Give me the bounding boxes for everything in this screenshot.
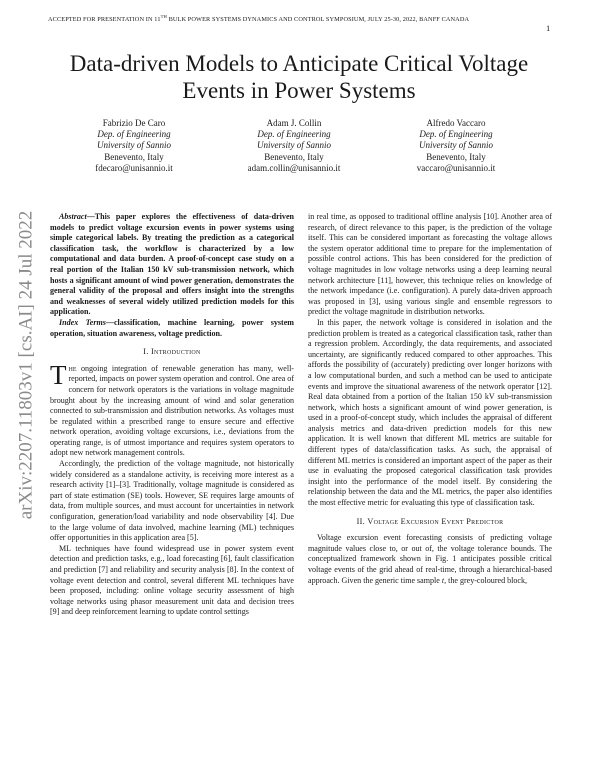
author-block bbox=[48, 118, 550, 180]
author-univ: University of Sannio bbox=[257, 140, 331, 151]
time-sample-variable: t bbox=[441, 575, 445, 585]
abstract-text: —This paper explores the effectiveness of data-driven models to predict voltage excursion events in power systems using simple categorical labels. By treating the prediction as a categorical classification task, the workflow is characterized by a low computational and data burden. A proof-of-concept case study on a real portion of the Italian 150 kV sub-transmission network, which hosts a significant amount of wind power generation, demonstrates the general validity of the proposal and offers insight into the strengths and weaknesses of several widely utilized prediction models for this application. bbox=[50, 212, 294, 317]
running-header-superscript: TH bbox=[160, 14, 167, 19]
index-terms bbox=[50, 318, 294, 339]
author-email: vaccaro@unisannio.it bbox=[416, 162, 496, 173]
intro-paragraph-1: The ongoing integration of renewable generation has many, well-reported, impacts on power system operation and control. One area of concern for network operators is the variations in voltage magnitude brought about by the increasing amount of wind and solar generation connected to sub-transmission and distribution networks. As voltages must be regulated within a prescribed range to ensure secure and effective network operation, avoiding voltage excursions, i.e., deviations from the operating range, is of utmost importance and requires system operators to adopt new network management controls. bbox=[50, 359, 294, 458]
author-dept: Dep. of Engineering bbox=[97, 129, 171, 140]
running-header: ACCEPTED FOR PRESENTATION IN 11TH BULK POWER SYSTEMS DYNAMICS AND CONTROL SYMPOSIUM, JULY 25-30, 2022, BANFF CANADA bbox=[48, 14, 470, 24]
author-univ: University of Sannio bbox=[97, 140, 171, 151]
abstract bbox=[50, 212, 294, 318]
author-2 bbox=[214, 118, 374, 174]
left-column bbox=[50, 212, 294, 618]
arxiv-stamp bbox=[4, 190, 48, 540]
predictor-paragraph-1: Voltage excursion event forecasting consists of predicting voltage magnitude values close to, or out of, the voltage tolerance bounds. The conceptualized framework shown in Fig. 1 anticipates possible critical voltage events of the grid ahead of real-time, through a hierarchical-based approach. Given the generic time sample t, the grey-coloured block, bbox=[308, 533, 552, 585]
intro-paragraph-2: Accordingly, the prediction of the voltage magnitude, not historically widely considered as a standalone activity, is receiving more interest as a research activity [1]–[3]. Traditionally, voltage magnitude is considered as part of state estimation (SE) tools. However, SE requires large amounts of data, from multiple sources, and must account for uncertainties in network configuration, generation/load variability and node observability [4]. Due to the large volume of data involved, machine learning (ML) techniques offer opportunities in this application area [5]. bbox=[50, 459, 294, 543]
intro-paragraph-3-continued: in real time, as opposed to traditional offline analysis [10]. Another area of research, of direct relevance to this paper, is the prediction of the voltage itself. This can be considered important as forecasting the voltage allows the system operator additional time to prepare for the implementation of possible control actions. This has been considered for the prediction of voltage magnitudes in low voltage networks using a deep learning neural network architecture [11], however, this technique relies on knowledge of the network impedance (i.e. configuration). A purely data-driven approach was proposed in [3], using various single and ensemble regressors to predict the voltage magnitude in distribution networks. bbox=[308, 212, 552, 317]
author-dept: Dep. of Engineering bbox=[419, 129, 493, 140]
author-dept: Dep. of Engineering bbox=[257, 129, 331, 140]
index-terms-text: —classification, machine learning, power system operation, situation awareness, voltage prediction. bbox=[50, 317, 294, 338]
section-heading-predictor: II. Voltage Excursion Event Predictor bbox=[356, 516, 504, 526]
intro-paragraph-3: ML techniques have found widespread use in power system event detection and prediction tasks, e.g., load forecasting [6], fault classification and prediction [7] and reliability and security analysis [8]. In the context of voltage event detection and control, several different ML techniques have been proposed, including: online voltage security assessment of high voltage networks using phasor measurement unit data and decision trees [9] and deep reinforcement learning to update control settings bbox=[50, 543, 294, 617]
section-heading-introduction: I. Introduction bbox=[143, 347, 201, 357]
author-name: Fabrizio De Caro bbox=[102, 118, 166, 128]
index-terms-label: Index Terms bbox=[59, 317, 106, 327]
arxiv-identifier: arXiv:2207.11803v1 [cs.AI] 24 Jul 2022 bbox=[15, 210, 37, 520]
author-city: Benevento, Italy bbox=[104, 151, 164, 162]
author-name: Adam J. Collin bbox=[266, 118, 322, 128]
drop-cap: T bbox=[50, 359, 67, 390]
author-email: adam.collin@unisannio.it bbox=[247, 162, 341, 173]
right-column bbox=[308, 212, 552, 586]
author-email: fdecaro@unisannio.it bbox=[95, 162, 173, 173]
paper-title: Data-driven Models to Anticipate Critical Voltage Events in Power Systems bbox=[69, 51, 529, 103]
abstract-label: Abstract bbox=[59, 212, 87, 221]
author-univ: University of Sannio bbox=[419, 140, 493, 151]
author-3 bbox=[376, 118, 536, 174]
author-name: Alfredo Vaccaro bbox=[426, 118, 486, 128]
author-city: Benevento, Italy bbox=[264, 151, 324, 162]
author-city: Benevento, Italy bbox=[426, 151, 486, 162]
author-1 bbox=[54, 118, 214, 174]
intro-paragraph-4: In this paper, the network voltage is considered in isolation and the prediction problem is treated as a categorical classification task, rather than a regression problem. Accordingly, the data requirements, and associated uncertainty, are significantly reduced compared to other approaches. This affords the possibility of (accurately) predicting over longer horizons with a low computational burden, and such a method can be used to anticipate events and improve the situational awareness of the network operator [12]. Real data obtained from a portion of the Italian 150 kV sub-transmission network, which hosts a significant amount of wind power generation, is used in a proof-of-concept study, which includes the appraisal of different analysis metrics and data-driven prediction models for this new application. It is well known that different ML metrics are suitable for different types of data/classification tasks. As such, the appraisal of different ML metrics is considered an important aspect of the paper as their use in evaluating the proposed categorical classification task provides insight into the performance of the model itself. By considering the relationship between the data and the ML metrics, the paper also identifies the most effective metric for evaluating this type of classification task. bbox=[308, 317, 552, 508]
page-number: 1 bbox=[546, 23, 551, 33]
